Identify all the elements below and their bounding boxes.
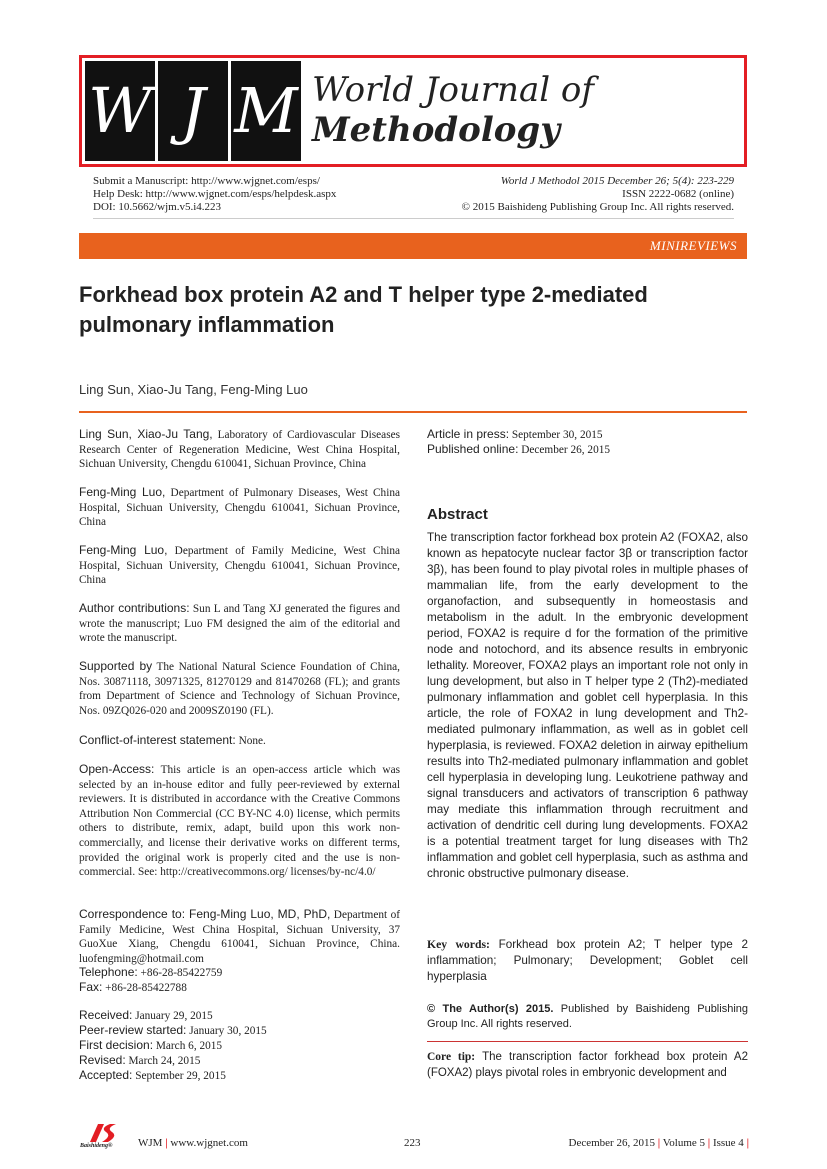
section-band — [79, 233, 747, 259]
correspondence: Correspondence to: Feng-Ming Luo, MD, PhD, Department of Family Medicine, West China Hospital, Sichuan University, 37 GuoXue Xiang, Chengdu 610041, Sichuan Province, China. luofengming@hotmail.com — [79, 907, 400, 965]
date-revised: Revised: March 24, 2015 — [79, 1053, 201, 1067]
divider — [79, 411, 747, 413]
footer-volume: Volume 5 — [662, 1137, 706, 1149]
footer-issue: Issue 4 — [712, 1137, 744, 1149]
affiliation-1: Ling Sun, Xiao-Ju Tang, Laboratory of Cardiovascular Diseases Research Center of Regeneration Medicine, West China Hospital, Sichuan University, Chengdu 610041, Sichuan Province, China — [79, 427, 400, 471]
funding: Supported by The National Natural Science Foundation of China, Nos. 30871118, 30971325, 81270129 and 81470268 (FL); and grants from Department of Science and Technology of Sichuan Province, Nos. 09ZQ026-020 and 2009SZ0190 (FL). — [79, 659, 400, 717]
logo-letter-j: J — [158, 61, 228, 161]
date-received: Received: January 29, 2015 — [79, 1008, 213, 1022]
journal-name-line1: World Journal of — [312, 70, 594, 110]
telephone: Telephone: +86-28-85422759 — [79, 965, 223, 979]
keywords: Key words: Forkhead box protein A2; T helper type 2 inflammation; Pulmonary; Development; Goblet cell hyperplasia — [427, 938, 748, 983]
abstract-text: The transcription factor forkhead box protein A2 (FOXA2, also known as hepatocyte nuclear factor 3β or transcription factor 3β), has been found to play pivotal roles in multiple phases of mammalian life, from the early development to the organofaction, and subsequently in homeostasis and metabolism in the adult. In the embryonic development period, FOXA2 is require d for the formation of the primitive node and notochord, and its absence results in embryonic lethality. Moreover, FOXA2 plays an important role not only in lung development, but also in T helper type 2 (Th2)-mediated pulmonary inflammation and goblet cell hyperplasia. In this article, the role of FOXA2 in lung development and Th2-mediated pulmonary inflammation, as well as in goblet cell hyperplasia, is reviewed. FOXA2 deletion in airway epithelium results into Th2-mediated pulmonary inflammation and goblet cell hyperplasia in developing lung. Leukotriene pathway and signal transducers and activators of transcription 6 pathway may mediate this inflammation through recruitment and activation of dendritic cell during lung developments. FOXA2 is a potential treatment target for lung diseases with Th2 inflammation and goblet cell hyperplasia, such as asthma and chronic obstructive pulmonary disease. — [427, 531, 748, 880]
citation-line: World J Methodol 2015 December 26; 5(4): 223-229 — [500, 175, 734, 187]
page-number: 223 — [404, 1137, 421, 1149]
publisher-logo-text: Baishideng® — [80, 1143, 113, 1149]
footer-url[interactable]: www.wjgnet.com — [170, 1137, 248, 1149]
footer-right: December 26, 2015 | Volume 5 | Issue 4 | — [568, 1137, 749, 1149]
affiliation-3: Feng-Ming Luo, Department of Family Medicine, West China Hospital, Sichuan University, Chengdu 610041, Sichuan Province, China — [79, 543, 401, 587]
fax: Fax: +86-28-85422788 — [79, 980, 187, 994]
divider — [427, 1041, 748, 1042]
footer-journal: WJM — [138, 1137, 163, 1149]
date-peer-review: Peer-review started: January 30, 2015 — [79, 1023, 267, 1037]
copyright-line: © 2015 Baishideng Publishing Group Inc. All rights reserved. — [461, 201, 734, 213]
issn-line: ISSN 2222-0682 (online) — [622, 188, 734, 200]
date-first-decision: First decision: March 6, 2015 — [79, 1038, 223, 1052]
date-in-press: Article in press: September 30, 2015 — [427, 427, 603, 441]
abstract-heading: Abstract — [427, 506, 488, 523]
footer-date: December 26, 2015 — [568, 1137, 655, 1149]
logo-letter-m: M — [231, 61, 301, 161]
divider — [93, 218, 734, 219]
core-tip: Core tip: The transcription factor forkhead box protein A2 (FOXA2) plays pivotal roles in embryonic development and — [427, 1051, 748, 1079]
helpdesk-link[interactable]: Help Desk: http://www.wjgnet.com/esps/helpdesk.aspx — [93, 188, 337, 200]
doi-text: DOI: 10.5662/wjm.v5.i4.223 — [93, 201, 222, 213]
open-access: Open-Access: This article is an open-access article which was selected by an in-house editor and fully peer-reviewed by external reviewers. It is distributed in accordance with the Creative Commons Attribution Non Commercial (CC BY-NC 4.0) license, which permits others to distribute, remix, adapt, build upon this work non-commercially, and license their derivative works on different terms, provided the original work is properly cited and the use is non-commercial. See: http://creativecommons.org/ licenses/by-nc/4.0/ — [79, 762, 400, 879]
logo-letter-w: W — [85, 61, 155, 161]
date-accepted: Accepted: September 29, 2015 — [79, 1068, 226, 1082]
affiliation-2: Feng-Ming Luo, Department of Pulmonary Diseases, West China Hospital, Sichuan University, Chengdu 610041, Sichuan Province, China — [79, 485, 401, 529]
journal-name-line2: Methodology — [312, 110, 560, 150]
article-title: Forkhead box protein A2 and T helper type 2-mediated pulmonary inflammation — [79, 282, 648, 337]
section-label: MINIREVIEWS — [649, 238, 737, 253]
date-published: Published online: December 26, 2015 — [427, 442, 611, 456]
author-list: Ling Sun, Xiao-Ju Tang, Feng-Ming Luo — [79, 382, 308, 397]
footer-left: WJM | www.wjgnet.com — [138, 1137, 248, 1149]
copyright-notice: © The Author(s) 2015. Published by Baishideng Publishing Group Inc. All rights reserved. — [427, 1003, 748, 1030]
conflict-of-interest: Conflict-of-interest statement: None. — [79, 733, 266, 747]
submit-link[interactable]: Submit a Manuscript: http://www.wjgnet.com/esps/ — [93, 175, 320, 187]
author-contributions: Author contributions: Sun L and Tang XJ generated the figures and wrote the manuscript; Luo FM designed the aim of the editorial and wrote the manuscript. — [79, 601, 401, 645]
